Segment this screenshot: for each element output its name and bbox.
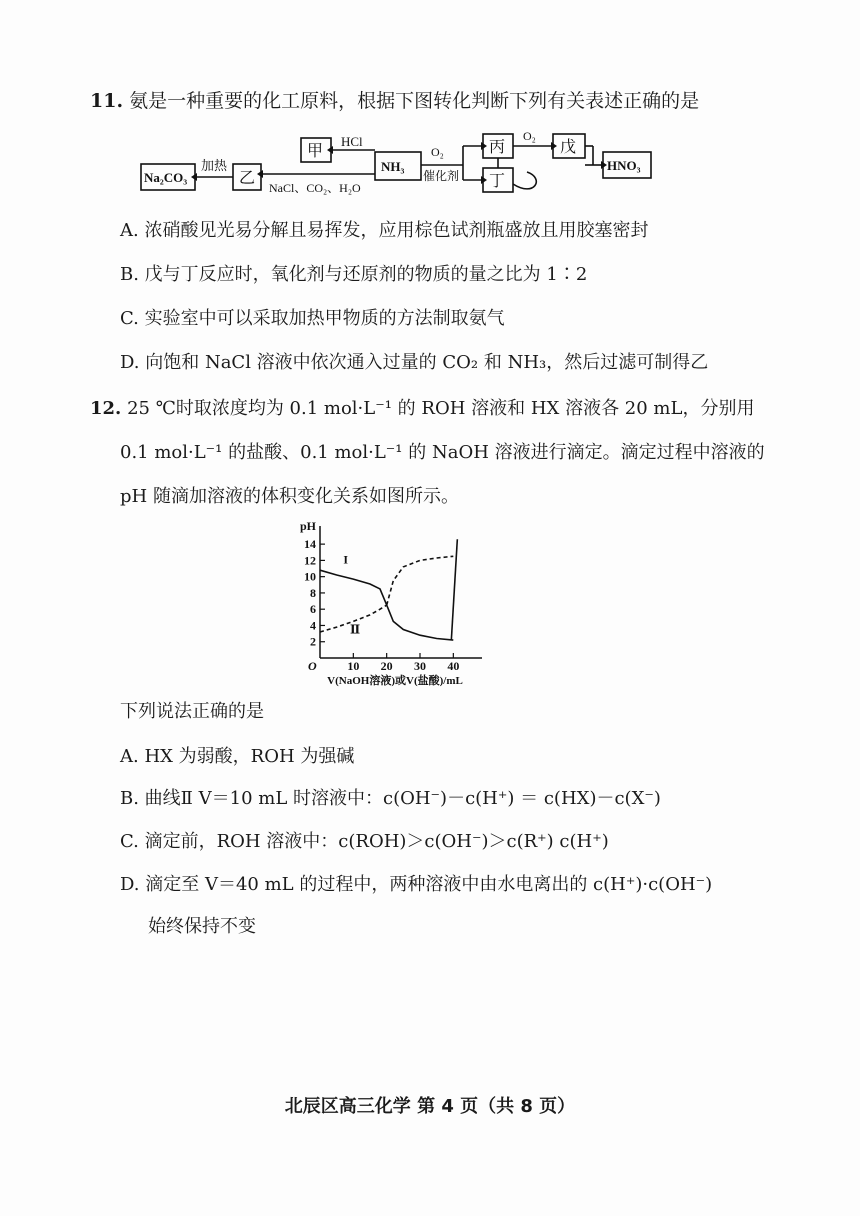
label-wu: 戊 — [560, 139, 577, 156]
origin-label: O — [308, 659, 317, 673]
q12-line-3: pH 随滴加溶液的体积变化关系如图所示。 — [120, 486, 459, 507]
q12-option-d-line1: D. 滴定至 V＝40 mL 的过程中，两种溶液中由水电离出的 c(H⁺)·c(OH⁻) — [120, 874, 713, 895]
curve-label-I: I — [343, 552, 349, 567]
q12-option-c: C. 滴定前，ROH 溶液中：c(ROH)＞c(OH⁻)＞c(R⁺) c(H⁺) — [120, 831, 609, 852]
q12-number: 12. — [90, 398, 122, 419]
label-hcl: HCl — [341, 134, 363, 149]
label-jia: 甲 — [307, 143, 324, 160]
q12-text-1: 25 ℃时取浓度均为 0.1 mol·L⁻¹ 的 ROH 溶液和 HX 溶液各 20 mL，分别用 — [127, 398, 755, 419]
page-footer: 北辰区高三化学 第 4 页（共 8 页） — [284, 1096, 576, 1117]
q11-option-a: A. 浓硝酸见光易分解且易挥发，应用棕色试剂瓶盛放且用胶塞密封 — [120, 220, 649, 241]
q11-option-d: D. 向饱和 NaCl 溶液中依次通入过量的 CO₂ 和 NH₃，然后过滤可制得乙 — [120, 352, 709, 373]
label-o2-mid: O₂ — [523, 129, 536, 143]
y-tick-label: 8 — [310, 585, 316, 600]
x-axis-label: V(NaOH溶液)或V(盐酸)/mL — [327, 675, 463, 687]
q12-lead: 下列说法正确的是 — [120, 701, 264, 722]
x-tick-label: 30 — [414, 659, 426, 673]
x-tick-label: 40 — [447, 659, 460, 673]
label-yi: 乙 — [239, 170, 256, 187]
y-tick-label: 2 — [310, 634, 316, 649]
x-tick-label: 10 — [347, 659, 360, 673]
q11-option-b: B. 戊与丁反应时，氧化剂与还原剂的物质的量之比为 1∶2 — [120, 264, 588, 285]
y-tick-label: 4 — [310, 618, 316, 633]
x-tick-label: 20 — [380, 659, 393, 673]
q12-option-b: B. 曲线Ⅱ V＝10 mL 时溶液中：c(OH⁻)－c(H⁺) ＝ c(HX)－c(X⁻) — [120, 788, 661, 809]
y-axis-label: pH — [300, 520, 317, 533]
q11-flow-diagram — [135, 128, 665, 200]
q11-number: 11. — [90, 90, 124, 112]
y-tick-label: 14 — [304, 537, 316, 552]
q11-stem-line — [90, 86, 699, 113]
q11-stem: 氨是一种重要的化工原料，根据下图转化判断下列有关表述正确的是 — [129, 90, 700, 112]
steep-jump-line — [451, 539, 457, 640]
label-heat: 加热 — [201, 158, 228, 173]
q12-line-1 — [90, 394, 754, 420]
label-nacl-co2-h2o: NaCl、CO₂、H₂O — [269, 181, 361, 195]
label-catalyst: 催化剂 — [423, 169, 460, 183]
y-tick-label: 6 — [310, 602, 316, 617]
curve-I-excess — [387, 556, 454, 605]
q12-option-d-line2: 始终保持不变 — [148, 916, 256, 937]
label-hno3: HNO₃ — [607, 158, 641, 173]
label-nh3: NH₃ — [381, 159, 405, 174]
q12-titration-chart — [290, 520, 530, 690]
label-o2-top: O₂ — [431, 145, 444, 159]
y-tick-label: 12 — [304, 553, 316, 568]
label-ding: 丁 — [489, 173, 506, 190]
curve-label-II: Ⅱ — [350, 622, 361, 637]
label-na2co3: Na₂CO₃ — [144, 170, 188, 185]
y-tick-label: 10 — [304, 569, 316, 584]
q12-line-2: 0.1 mol·L⁻¹ 的盐酸、0.1 mol·L⁻¹ 的 NaOH 溶液进行滴定。滴定过程中溶液的 — [120, 442, 765, 463]
q12-option-a: A. HX 为弱酸，ROH 为强碱 — [120, 746, 355, 767]
label-bing: 丙 — [489, 139, 506, 156]
q11-option-c: C. 实验室中可以采取加热甲物质的方法制取氨气 — [120, 308, 505, 329]
